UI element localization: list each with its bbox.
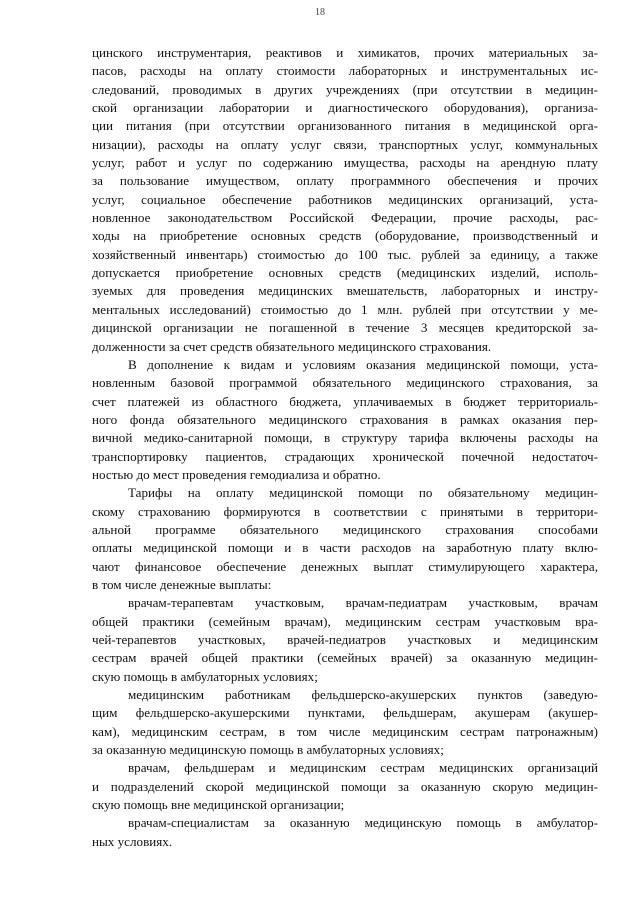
text-line: ных условиях.: [92, 833, 173, 849]
text-line: следований, проводимых в других учреждениях (при отсутствии в медицин-: [92, 81, 598, 97]
text-line: и подразделений скорой медицинской помощи за оказанную скорую медицин-: [92, 778, 598, 794]
text-line: скую помощь в амбулаторных условиях;: [92, 668, 318, 684]
text-line: альной программе обязательного медицинского страхования способами: [92, 521, 598, 537]
text-line: щим фельдшерско-акушерскими пунктами, фельдшерам, акушерам (акушер-: [92, 705, 598, 721]
text-line: скую помощь вне медицинской организации;: [92, 797, 345, 813]
text-line: цинского инструментария, реактивов и химикатов, прочих материальных за-: [92, 45, 598, 60]
text-line: транспортировку пациентов, страдающих хронической почечной недостаточ-: [92, 448, 598, 464]
text-line: за оказанную медицинскую помощь в амбулаторных условиях;: [92, 742, 444, 758]
text-line: Тарифы на оплату медицинской помощи по обязательному медицин-: [128, 485, 598, 501]
text-line: медицинским работникам фельдшерско-акушерских пунктов (заведую-: [128, 687, 598, 703]
text-line: ментальных исследований) стоимостью до 1 млн. рублей при отсутствии у ме-: [92, 301, 598, 317]
text-line: вичной медико-санитарной помощи, в структуру тарифа включены расходы на: [92, 430, 598, 446]
text-line: общей практики (семейным врачам), медицинским сестрам участковым вра-: [92, 613, 598, 629]
text-line: ции питания (при отсутствии организованного питания в медицинской орга-: [92, 118, 598, 134]
text-line: за пользование имуществом, оплату программного обеспечения и прочих: [92, 173, 598, 189]
text-line: В дополнение к видам и условиям оказания медицинской помощи, уста-: [128, 356, 598, 372]
text-line: врачам-терапевтам участковым, врачам-педиатрам участковым, врачам: [128, 595, 598, 611]
text-line: кам), медицинским сестрам, в том числе медицинским сестрам патронажным): [92, 723, 598, 739]
text-line: хозяйственный инвентарь) стоимостью до 100 тыс. рублей за единицу, а также: [92, 246, 598, 262]
text-line: ходы на приобретение основных средств (оборудование, производственный и: [92, 228, 598, 244]
page-number: 18: [315, 7, 325, 18]
text-line: врачам-специалистам за оказанную медицинскую помощь в амбулатор-: [128, 815, 598, 831]
text-line: дицинской организации не погашенной в течение 3 месяцев кредиторской за-: [92, 320, 598, 336]
text-line: сестрам врачей общей практики (семейных врачей) за оказанную медицин-: [92, 650, 598, 666]
text-line: врачам, фельдшерам и медицинским сестрам медицинских организаций: [128, 760, 598, 776]
text-line: долженности за счет средств обязательного медицинского страхования.: [92, 338, 492, 354]
text-line: ного фонда обязательного медицинского страхования в рамках оказания пер-: [92, 411, 598, 427]
text-line: пасов, расходы на оплату стоимости лабораторных и инструментальных ис-: [92, 63, 598, 79]
text-line: ской организации лаборатории и диагностического оборудования), организа-: [92, 100, 598, 116]
text-line: услуг, социальное обеспечение работников медицинских организаций, уста-: [92, 191, 598, 207]
text-line: чей-терапевтов участковых, врачей-педиатров участковых и медицинским: [92, 632, 598, 647]
text-line: новленное законодательством Российской Федерации, прочие расходы, рас-: [92, 210, 598, 226]
document-body: [92, 44, 598, 851]
text-line: допускается приобретение основных средств (медицинских изделий, исполь-: [92, 265, 598, 281]
text-line: оплаты медицинской помощи и в части расходов на заработную плату вклю-: [92, 540, 598, 556]
text-line: ностью до мест проведения гемодиализа и обратно.: [92, 466, 381, 482]
text-line: услуг, работ и услуг по содержанию имущества, расходы на арендную плату: [92, 155, 598, 171]
text-line: новленным базовой программой обязательного медицинского страхования, за: [92, 375, 598, 391]
text-line: низации), расходы на оплату услуг связи, транспортных услуг, коммунальных: [92, 136, 598, 152]
text-line: скому страхованию формируются в соответствии с принятыми в территори-: [92, 503, 598, 519]
text-line: чают финансовое обеспечение денежных выплат стимулирующего характера,: [92, 558, 598, 574]
text-line: счет платежей из областного бюджета, уплачиваемых в бюджет территориаль-: [92, 393, 598, 409]
text-line: зуемых для проведения медицинских вмешательств, лабораторных и инстру-: [92, 283, 598, 299]
text-line: в том числе денежные выплаты:: [92, 576, 272, 592]
